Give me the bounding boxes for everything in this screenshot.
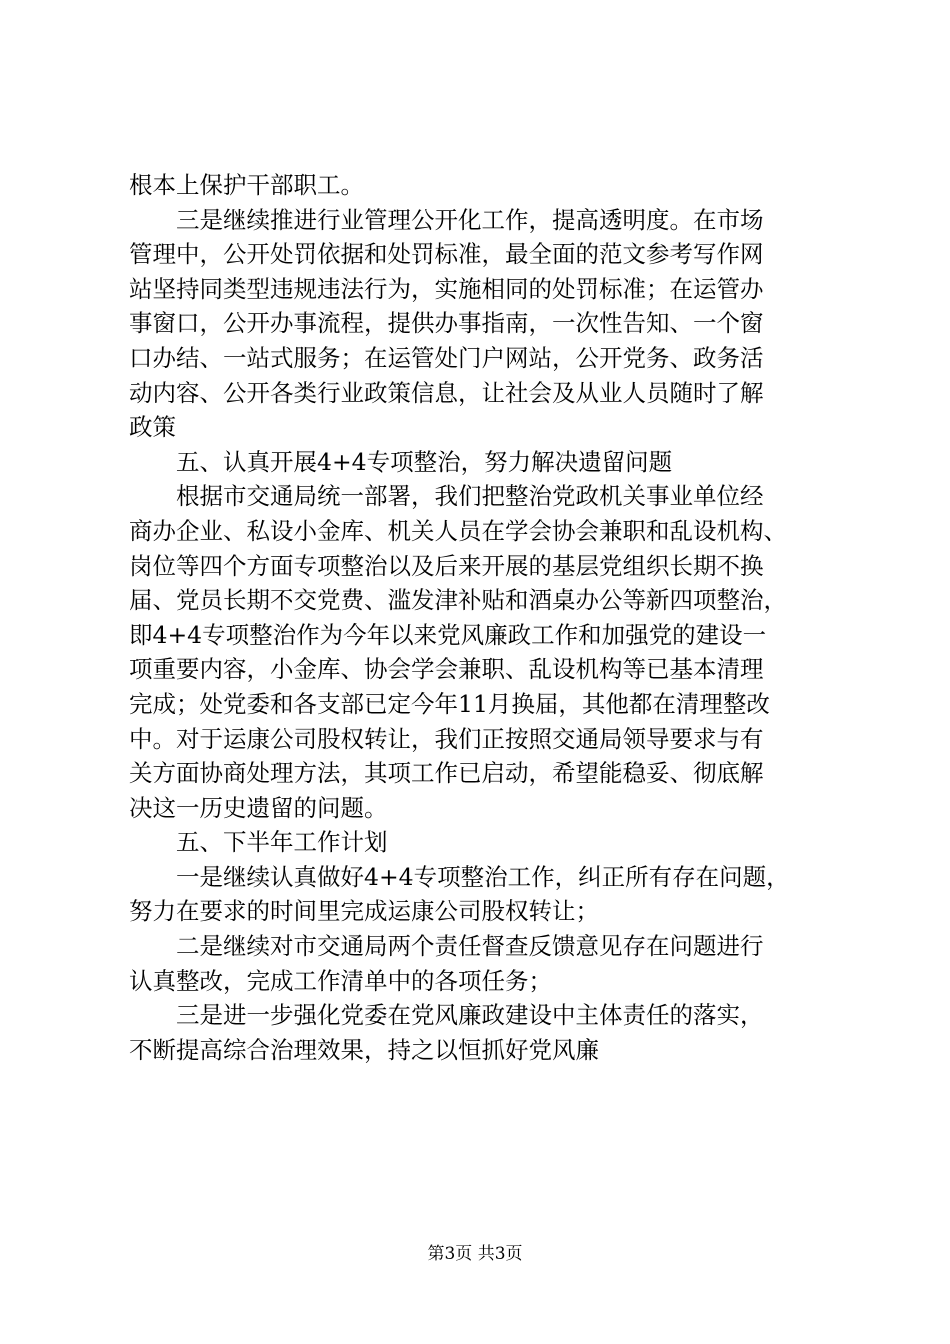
- page-number: 第3页 共3页: [427, 1244, 523, 1264]
- text-line: 届、党员长期不交党费、滥发津补贴和酒桌办公等新四项整治，: [129, 586, 787, 615]
- text-line: 二是继续对市交通局两个责任督查反馈意见存在问题进行: [176, 932, 764, 961]
- text-line: 项重要内容，小金库、协会学会兼职、乱设机构等已基本清理: [129, 655, 764, 684]
- text-line: 动内容、公开各类行业政策信息，让社会及从业人员随时了解: [129, 378, 764, 407]
- page-footer: [0, 1243, 950, 1265]
- text-line: 管理中，公开处罚依据和处罚标准，最全面的范文参考写作网: [129, 240, 764, 269]
- text-line: 一是继续认真做好4+4专项整治工作，纠正所有存在问题，: [176, 862, 790, 891]
- text-line: 决这一历史遗留的问题。: [129, 793, 388, 822]
- text-line: 努力在要求的时间里完成运康公司股权转让；: [129, 897, 599, 926]
- text-line: 站坚持同类型违规违法行为，实施相同的处罚标准；在运管办: [129, 274, 764, 303]
- section-heading: 五、下半年工作计划: [176, 828, 388, 857]
- text-line: 根本上保护干部职工。: [129, 171, 364, 199]
- text-line: 完成；处党委和各支部已定今年11月换届，其他都在清理整改: [129, 689, 770, 718]
- text-line: 不断提高综合治理效果，持之以恒抓好党风廉: [129, 1035, 599, 1064]
- text-line: 岗位等四个方面专项整治以及后来开展的基层党组织长期不换: [129, 551, 764, 580]
- text-line: 口办结、一站式服务；在运管处门户网站，公开党务、政务活: [129, 343, 764, 372]
- text-line: 即4+4专项整治作为今年以来党风廉政工作和加强党的建设一: [129, 620, 767, 649]
- section-heading: 五、认真开展4+4专项整治，努力解决遗留问题: [176, 447, 673, 476]
- text-line: 三是继续推进行业管理公开化工作，提高透明度。在市场: [176, 205, 764, 234]
- text-line: 商办企业、私设小金库、机关人员在学会协会兼职和乱设机构、: [129, 516, 787, 545]
- text-line: 中。对于运康公司股权转让，我们正按照交通局领导要求与有: [129, 724, 764, 753]
- document-body: [129, 168, 829, 1067]
- text-line: 三是进一步强化党委在党风廉政建设中主体责任的落实，: [176, 1001, 764, 1030]
- text-line: 事窗口，公开办事流程，提供办事指南，一次性告知、一个窗: [129, 309, 764, 338]
- text-line: 关方面协商处理方法，其项工作已启动，希望能稳妥、彻底解: [129, 759, 764, 788]
- text-line: 政策: [129, 413, 176, 442]
- text-line: 认真整改，完成工作清单中的各项任务；: [129, 966, 552, 995]
- text-line: 根据市交通局统一部署，我们把整治党政机关事业单位经: [176, 482, 764, 511]
